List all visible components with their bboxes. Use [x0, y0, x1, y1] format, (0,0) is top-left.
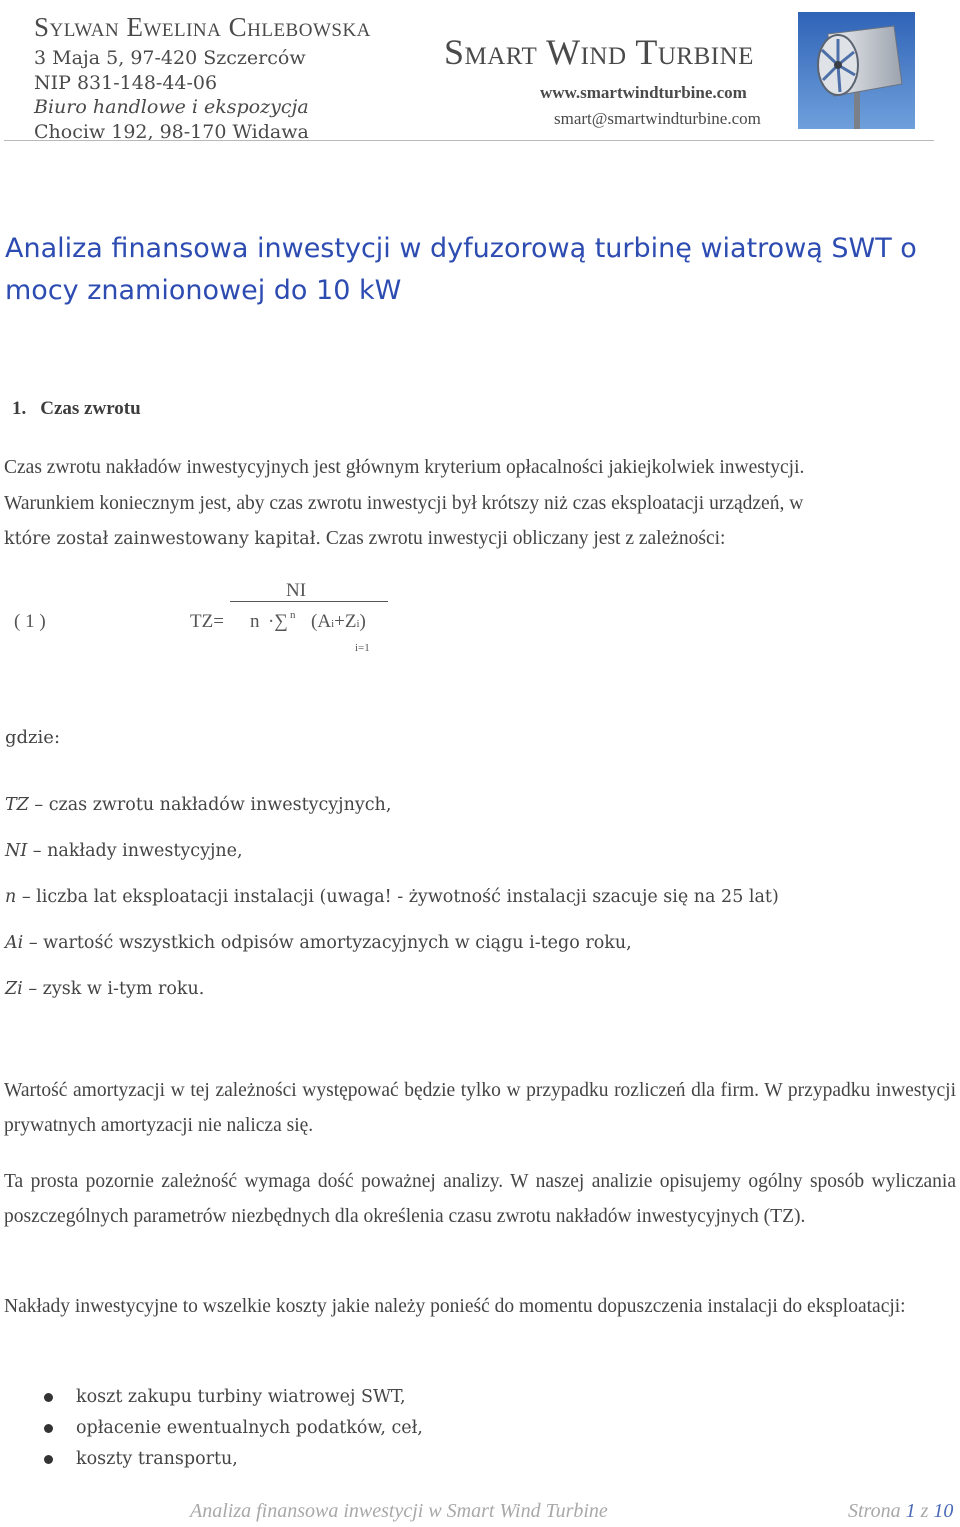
company-office-label: Biuro handlowe i ekspozycja [34, 96, 309, 118]
company-office-address: Chociw 192, 98-170 Widawa [34, 120, 309, 143]
wind-turbine-logo-icon [798, 12, 915, 129]
term-a: (A [311, 611, 332, 632]
page-current: 1 [905, 1500, 916, 1522]
definitions-list [5, 790, 935, 1020]
brand-name: Smart Wind Turbine [444, 32, 754, 72]
definition-symbol: n [5, 887, 17, 907]
definitions-intro: gdzie: [5, 727, 61, 748]
definition-item [5, 882, 935, 928]
company-name: Sylwan Ewelina Chlebowska [34, 12, 371, 42]
cost-list [44, 1382, 423, 1475]
company-block [34, 10, 371, 144]
sum-lower-limit: i=1 [355, 642, 370, 654]
page-separator: z [915, 1500, 934, 1522]
formula-label: ( 1 ) [14, 611, 46, 632]
bullet-icon [44, 1424, 53, 1433]
definition-text: – czas zwrotu nakładów inwestycyjnych, [28, 795, 392, 815]
intro-line: Czas zwrotu nakładów inwestycyjnych jest głównym kryterium opłacalności jakiejkolwiek inwestycji. [4, 457, 805, 478]
list-item [44, 1382, 423, 1413]
intro-line: Warunkiem koniecznym jest, aby czas zwrotu inwestycji był krótszy niż czas eksploatacji urządzeń, w [4, 492, 804, 514]
formula-lhs: TZ= [190, 611, 224, 632]
amortization-paragraph: Wartość amortyzacji w tej zależności występować będzie tylko w przypadku rozliczeń dla firm. W przypadku inwestycji prywatnych amortyzacji nie nalicza się. [4, 1080, 956, 1136]
definition-item [5, 836, 935, 882]
definition-item [5, 790, 935, 836]
term-a-subscript: i [331, 618, 335, 630]
intro-line-part: które został zainwestowany kapitał. [4, 529, 321, 549]
definition-symbol: NI [5, 841, 28, 861]
list-item-text: koszty transportu, [76, 1449, 238, 1469]
intro-line-part: Czas zwrotu inwestycji obliczany jest z zależności: [320, 528, 726, 549]
term-z: +Z [334, 611, 357, 632]
page-indicator [848, 1500, 953, 1523]
bullet-icon [44, 1455, 53, 1464]
sum-term [311, 611, 366, 633]
footer-title: Analiza finansowa inwestycji w Smart Wind Turbine [190, 1500, 608, 1522]
sigma-symbol: ·∑ [268, 611, 288, 632]
brand-block [444, 30, 761, 130]
definition-item [5, 974, 935, 1020]
definition-text: – zysk w i-tym roku. [22, 979, 205, 999]
definition-item [5, 928, 935, 974]
company-address: 3 Maja 5, 97-420 Szczerców [34, 47, 306, 69]
list-item [44, 1444, 423, 1475]
analysis-paragraph: Ta prosta pozornie zależność wymaga dość poważnej analizy. W naszej analizie opisujemy ogólny sposób wyliczania poszczególnych parametrów niezbędnych dla określenia czasu zwrotu nakładów inwestycyjnych (TZ). [4, 1171, 956, 1227]
intro-paragraph [4, 450, 934, 558]
section-title: Czas zwrotu [40, 398, 141, 419]
formula-n: n [250, 611, 260, 632]
definition-text: – liczba lat eksploatacji instalacji (uwaga! - żywotność instalacji szacuje się na 25 lat) [16, 887, 779, 907]
website-link[interactable]: www.smartwindturbine.com [540, 83, 747, 102]
document-title: Analiza finansowa inwestycji w dyfuzorową turbinę wiatrową SWT o mocy znamionowej do 10 kW [5, 233, 917, 306]
term-close: ) [359, 611, 366, 632]
company-nip: NIP 831-148-44-06 [34, 71, 218, 94]
definition-symbol: TZ [5, 795, 29, 815]
list-item-text: koszt zakupu turbiny wiatrowej SWT, [76, 1387, 406, 1407]
investment-costs-paragraph: Nakłady inwestycyjne to wszelkie koszty jakie należy ponieść do momentu dopuszczenia instalacji do eksploatacji: [4, 1296, 906, 1317]
definition-text: – wartość wszystkich odpisów amortyzacyjnych w ciągu i-tego roku, [23, 933, 632, 953]
sum-upper-limit: n [290, 609, 296, 621]
list-item [44, 1413, 423, 1444]
page-total: 10 [933, 1500, 954, 1522]
section-number: 1. [12, 398, 27, 419]
term-z-subscript: i [356, 618, 360, 630]
section-heading [12, 398, 141, 420]
email-link[interactable]: smart@smartwindturbine.com [554, 109, 761, 128]
header-divider [4, 140, 934, 141]
page-prefix: Strona [848, 1500, 906, 1522]
formula-numerator: NI [286, 580, 307, 601]
list-item-text: opłacenie ewentualnych podatków, ceł, [76, 1418, 423, 1438]
fraction-bar [230, 601, 388, 602]
intro-line [4, 521, 934, 558]
definition-symbol: Ai [5, 933, 24, 953]
bullet-icon [44, 1393, 53, 1402]
definition-text: – nakłady inwestycyjne, [27, 841, 243, 861]
definition-symbol: Zi [5, 979, 23, 999]
